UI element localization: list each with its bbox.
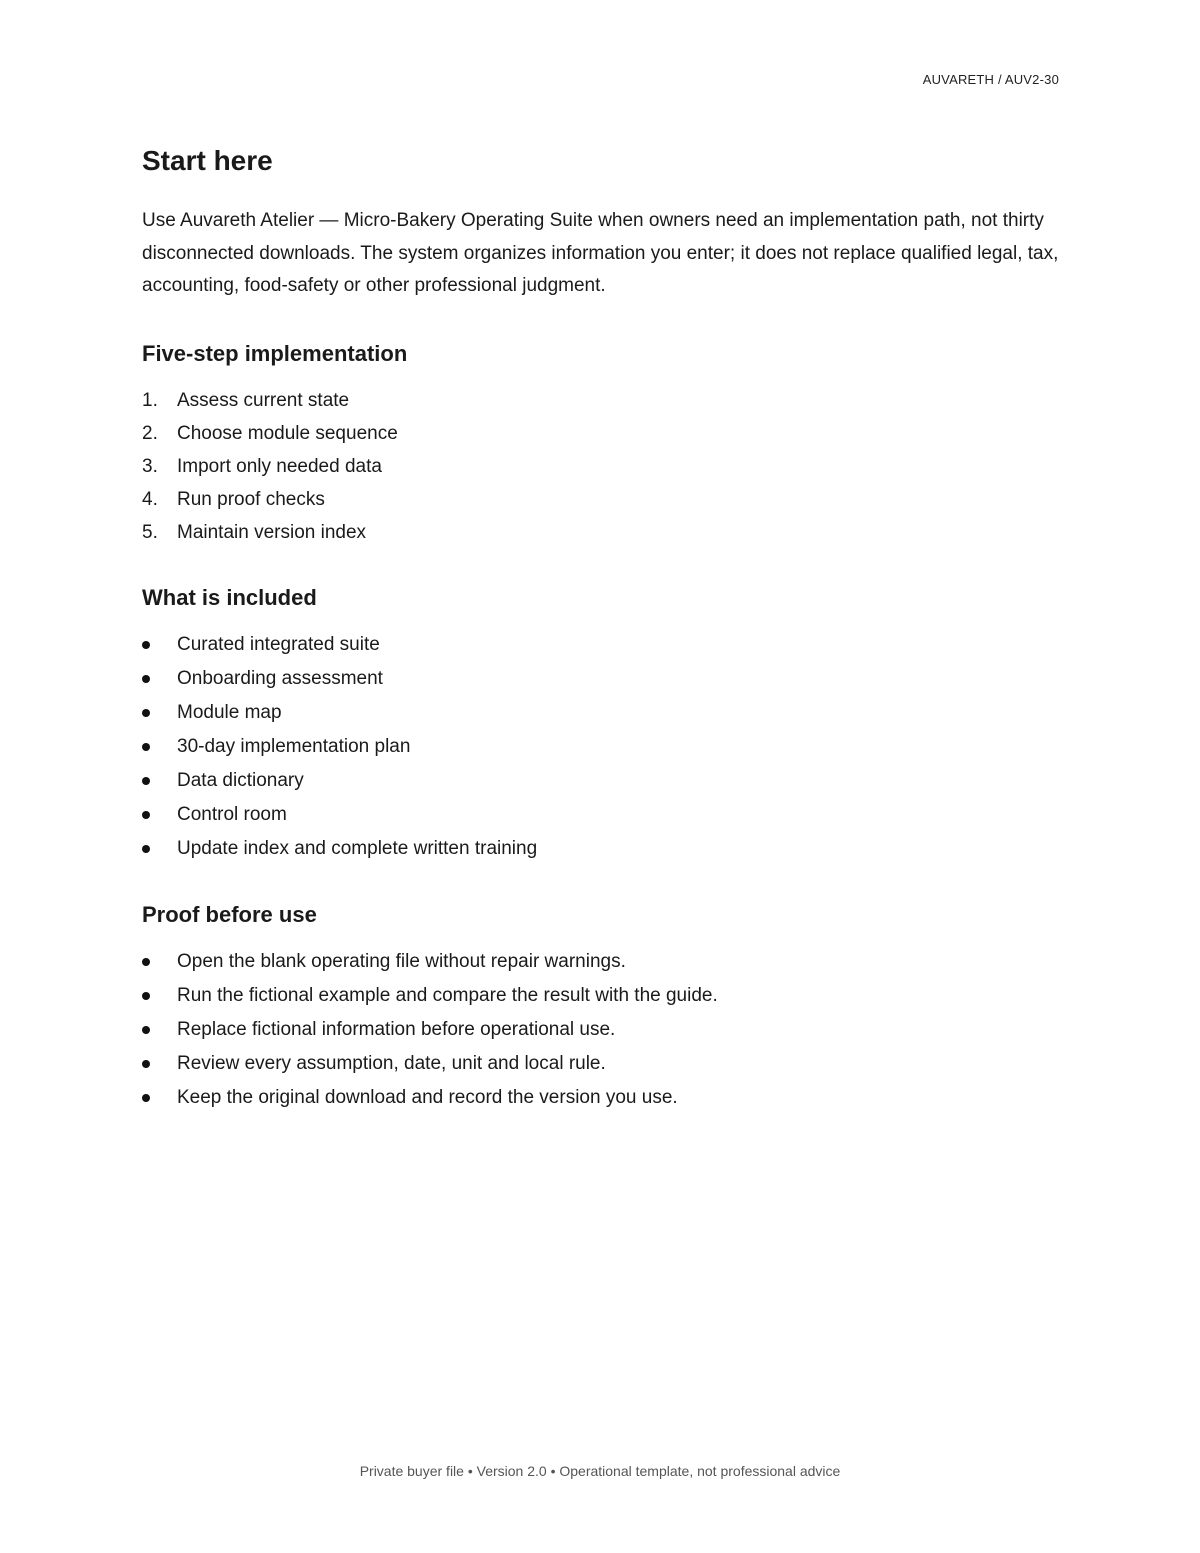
bullet-icon xyxy=(142,845,150,853)
document-body xyxy=(142,143,1062,1115)
bullet-icon xyxy=(142,1094,150,1102)
item-text: Onboarding assessment xyxy=(177,667,383,689)
item-text: Review every assumption, date, unit and local rule. xyxy=(177,1052,606,1074)
bullet-icon xyxy=(142,709,150,717)
step-text: Maintain version index xyxy=(177,521,367,543)
list-item xyxy=(142,696,1062,730)
step-number: 2. xyxy=(142,422,158,444)
bullet-icon xyxy=(142,811,150,819)
list-item xyxy=(142,450,1062,483)
list-item xyxy=(142,516,1062,549)
item-text: Replace fictional information before operational use. xyxy=(177,1018,616,1040)
item-text: Module map xyxy=(177,701,282,723)
list-item xyxy=(142,945,1062,979)
included-heading: What is included xyxy=(142,584,317,610)
item-text: Curated integrated suite xyxy=(177,633,380,655)
list-item xyxy=(142,730,1062,764)
item-text: Keep the original download and record the version you use. xyxy=(177,1086,678,1108)
step-text: Import only needed data xyxy=(177,455,382,477)
item-text: Open the blank operating file without repair warnings. xyxy=(177,950,626,972)
bullet-icon xyxy=(142,958,150,966)
bullet-icon xyxy=(142,641,150,649)
item-text: Update index and complete written training xyxy=(177,837,538,859)
item-text: Control room xyxy=(177,803,287,825)
list-item xyxy=(142,417,1062,450)
list-item xyxy=(142,628,1062,662)
page-footer: Private buyer file • Version 2.0 • Operational template, not professional advice xyxy=(359,1463,841,1479)
list-item xyxy=(142,384,1062,417)
list-item xyxy=(142,798,1062,832)
list-item xyxy=(142,662,1062,696)
list-item xyxy=(142,979,1062,1013)
step-text: Assess current state xyxy=(177,389,350,411)
list-item xyxy=(142,1047,1062,1081)
step-number: 4. xyxy=(142,488,158,510)
bullet-icon xyxy=(142,675,150,683)
included-list xyxy=(142,628,1062,866)
list-item xyxy=(142,1013,1062,1047)
list-item xyxy=(142,1081,1062,1115)
item-text: Run the fictional example and compare the result with the guide. xyxy=(177,984,718,1006)
document-reference: AUVARETH / AUV2-30 xyxy=(922,72,1059,87)
proof-heading: Proof before use xyxy=(142,901,317,927)
steps-heading: Five-step implementation xyxy=(142,340,408,366)
bullet-icon xyxy=(142,1060,150,1068)
bullet-icon xyxy=(142,1026,150,1034)
step-number: 1. xyxy=(142,389,158,411)
bullet-icon xyxy=(142,992,150,1000)
list-item xyxy=(142,764,1062,798)
step-text: Run proof checks xyxy=(177,488,325,510)
bullet-icon xyxy=(142,777,150,785)
intro-paragraph: Use Auvareth Atelier — Micro-Bakery Operating Suite when owners need an implementation path, not thirty disconnected downloads. The system organizes information you enter; it does not replace qualified legal, tax, accounting, food-safety or other professional judgment. xyxy=(142,210,1059,296)
item-text: 30-day implementation plan xyxy=(177,735,411,757)
step-text: Choose module sequence xyxy=(177,422,398,444)
steps-list xyxy=(142,384,1062,549)
list-item xyxy=(142,832,1062,866)
proof-list xyxy=(142,945,1062,1115)
step-number: 3. xyxy=(142,455,158,477)
list-item xyxy=(142,483,1062,516)
bullet-icon xyxy=(142,743,150,751)
step-number: 5. xyxy=(142,521,158,543)
page-title: Start here xyxy=(142,145,273,176)
item-text: Data dictionary xyxy=(177,769,304,791)
